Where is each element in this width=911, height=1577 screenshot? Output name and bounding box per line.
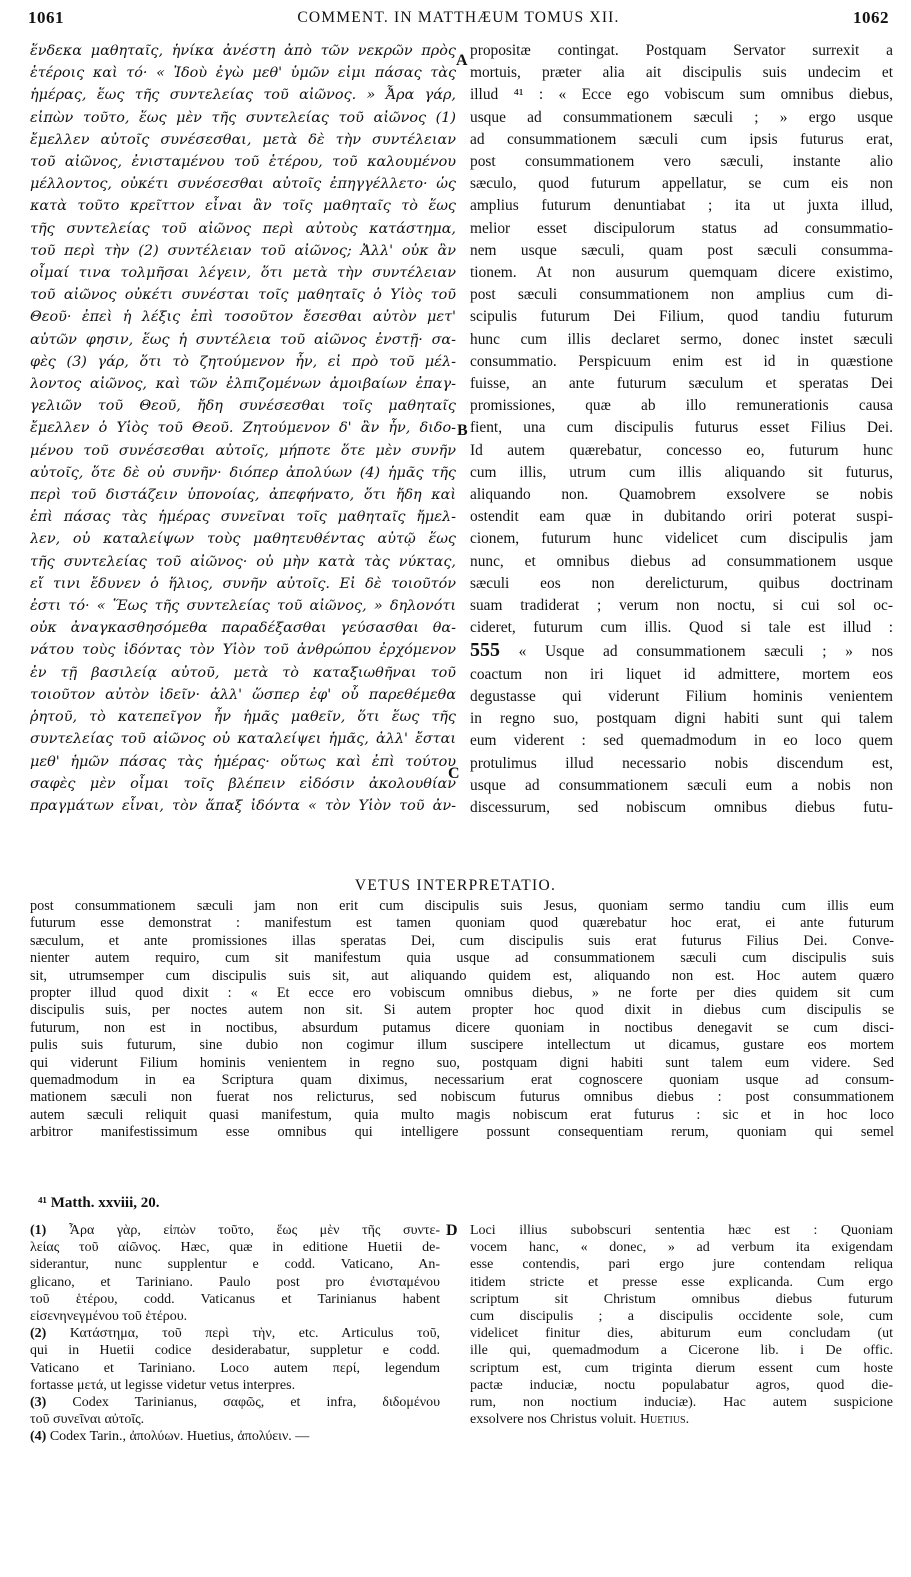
greek-line: ἔμελλεν ὁ Υἱὸς τοῦ Θεοῦ. Ζητούμενον δ' ἂν ἦν, διδο-: [30, 420, 456, 437]
greek-line: οἶμαί τινα τολμῆσαι λέγειν, ὅτι μετὰ τὴν συντέλειαν: [30, 265, 456, 282]
greek-line: συντελείας τοῦ αἰῶνος οὐ καταλείψει ἡμᾶς, ἀλλ' ἔσται: [30, 731, 456, 748]
greek-line: ῥητοῦ, τὸ κατεπεῖγον ἦν ἡμᾶς μαθεῖν, ὅτι ἕως τῆς: [30, 709, 456, 726]
latin-line: cum illis, utrum cum illis aliquando sit futurus,: [470, 463, 893, 481]
footnote-number: (3): [30, 1395, 47, 1411]
vetus-line: quemadmodum in ea Scriptura quam diximus, necessarium erat cognoscere quoniam usque ad consum-: [30, 1072, 894, 1089]
footnote-line: [30, 1394, 440, 1411]
latin-line: post consummationem vero sæculi, instante alio: [470, 153, 893, 171]
latin-line: ad consummationem sæculi cum ipsis futurus erat,: [470, 130, 893, 148]
greek-line: οὐκ ἀναγκασθησόμεθα παραδέξασθαι γεύσασθαι θα-: [30, 620, 456, 637]
greek-line: γελιῶν τοῦ Θεοῦ, ἤδη συνέσεσθαι τοῖς μαθηταῖς: [30, 398, 456, 415]
footnote-line: [30, 1239, 440, 1256]
footnote-line: [470, 1411, 893, 1428]
page-number-right: 1062: [853, 8, 889, 27]
latin-line: nunc, et omnibus diebus ad consummationem usque: [470, 552, 893, 570]
footnote-line: [470, 1325, 893, 1342]
footnote-line: [470, 1256, 893, 1273]
latin-line: eum viderent : sed quemadmodum in eo loco quem: [470, 732, 893, 750]
greek-line: λεν, οὐ καταλείψων τοὺς μαθητευθέντας αὐτῷ ἕως: [30, 531, 456, 548]
vetus-line: qui viderunt Filium hominis venientem in regno suo, postquam digni habiti sunt talem eum videre. Sed: [30, 1054, 894, 1071]
greek-line: πραγμάτων εἶναι, τὸν ἅπαξ ἰδόντα « τὸν Υἱὸν τοῦ ἀν-: [30, 797, 456, 814]
greek-line: αὐτοῖς, ὅτε δὲ οὐ συνῆν· διόπερ ἀπολύων (4) ἡμᾶς τῆς: [30, 464, 456, 481]
footnote-text: τοῦ συνεῖναι αὐτοῖς.: [30, 1412, 145, 1428]
latin-line: degustasse qui viderunt Filium hominis venientem: [470, 687, 893, 705]
latin-line: Id autem quærebatur, concesso eo, futurum hunc: [470, 441, 893, 459]
vetus-interpretatio-heading: VETUS INTERPRETATIO.: [354, 877, 557, 894]
footnote-text: Ἆρα γὰρ, εἰπὼν τοῦτο, ἕως μὲν τῆς συντε-: [68, 1223, 440, 1238]
latin-line: sæculo, quod futurum appellatur, se cum eis non: [470, 175, 893, 193]
greek-line: τοῦ αἰῶνος, ἐνισταμένου τοῦ ἑτέρου, τοῦ καλουμένου: [30, 154, 456, 171]
footnote-line: [30, 1360, 440, 1377]
greek-line: αὐτῶν φησιν, ἕως ἡ συντέλεια τοῦ αἰῶνος ἐνστῇ· σα-: [30, 331, 456, 348]
footnote-line: [30, 1377, 440, 1394]
footnote-text: Κατάστημα, τοῦ περὶ τὴν, etc. Articulus τοῦ,: [69, 1326, 440, 1342]
footnote-line: [30, 1411, 440, 1428]
latin-line: fient, una cum discipulis futurus esset Filius Dei.: [470, 419, 893, 437]
footnote-number: (1): [30, 1223, 47, 1238]
latin-line: cideret, futurum cum illis. Quod si tale est illud :: [470, 619, 893, 637]
latin-line: aliquando non. Quamobrem exsolvere se nobis: [470, 486, 893, 504]
greek-text-column: [30, 40, 456, 817]
latin-line: in regno suo, postquam digni habiti sunt qui talem: [470, 710, 893, 728]
footnote-text: siderantur, nunc supplentur e codd. Vaticano, An-: [30, 1257, 440, 1273]
section-marker-d: D: [446, 1222, 458, 1239]
footnote-text: rum, non noctium induciæ). Hac autem suspicione: [470, 1395, 893, 1411]
greek-line: λοντος αἰῶνος, καὶ τῶν ἐλπιζομένων ἀμοιβαίων ἐπαγ-: [30, 376, 456, 393]
footnote-line: [470, 1291, 893, 1308]
greek-line: ἑτέροις καὶ τό· « Ἰδοὺ ἐγὼ μεθ' ὑμῶν εἰμι πάσας τὰς: [30, 65, 456, 82]
greek-line: περὶ τοῦ διστάζειν ὑπονοίας, ἀπεφήνατο, ὅτι ἤδη καὶ: [30, 487, 456, 504]
footnote-line: [470, 1342, 893, 1359]
page-header: [28, 8, 889, 32]
greek-line: τῆς συντελείας τοῦ αἰῶνος· οὐ μὴν κατὰ τὰς νύκτας,: [30, 553, 456, 570]
vetus-line: arbitror manifestissimum esse omnibus qui intelligere possunt consequentiam rerum, quoniam qui semel: [30, 1124, 894, 1141]
footnote-text: Loci illius subobscuri sententia hæc est : Quoniam: [470, 1223, 893, 1238]
footnote-line: [30, 1256, 440, 1273]
greek-line: τοιοῦτον αὐτὸν ἰδεῖν· ἀλλ' ὥσπερ ἐφ' οὗ παρεθέμεθα: [30, 686, 456, 703]
footnote-text: pactæ induciæ, noctu populabatur agros, quod die-: [470, 1377, 893, 1393]
latin-line: scipulis futurum Dei Filium, quod tandiu futurum: [470, 308, 893, 326]
greek-line: σαφὲς μὲν οἶμαι τοῖς βλέπειν εἰδόσιν ἀκολουθίαν: [30, 775, 456, 792]
footnote-line: [30, 1308, 440, 1325]
footnote-text: scriptum est, cum triginta dierum essent cum hoste: [470, 1360, 893, 1376]
footnote-text: εἰσενηνεγμένου τοῦ ἑτέρου.: [30, 1309, 188, 1325]
footnote-line: [470, 1222, 893, 1239]
latin-line: tionem. At non ausurum quemquam dicere existimo,: [470, 264, 893, 282]
footnote-text: exsolvere nos Christus voluit.: [470, 1412, 637, 1428]
footnote-text: glicano, et Tariniano. Paulo post pro ἐνισταμένου: [30, 1274, 440, 1290]
vetus-line: post consummationem sæculi jam non erit cum discipulis suis Jesus, quoniam sermo tandiu cum illis eum: [30, 898, 894, 914]
latin-line: consummatio. Perspicuum enim est id in quæstione: [470, 352, 893, 370]
footnote-line: [30, 1274, 440, 1291]
latin-line: coactum non iri liquet id admittere, mortem eos: [470, 665, 893, 683]
latin-line: [470, 639, 893, 663]
greek-line: μεθ' ἡμῶν πάσας τὰς ἡμέρας· οὕτως καὶ ἐπὶ τούτου: [30, 753, 456, 770]
footnote-text: scriptum sit Christum omnibus diebus futurum: [470, 1291, 893, 1307]
footnote-line: [30, 1222, 440, 1239]
footnote-text: qui in Huetii codice desiderabatur, suppletur e codd.: [30, 1343, 440, 1359]
greek-line: Θεοῦ· ἐπεὶ ἡ λέξις ἐπὶ τοσοῦτον ἔσεσθαι αὐτὸν μετ': [30, 309, 456, 326]
latin-line: sæculi eos non derelicturum, quibus doctrinam: [470, 574, 893, 592]
latin-line: hunc cum illis declaret sermo, donec instet sæculi: [470, 330, 893, 348]
footnote-author: Huetius.: [639, 1412, 690, 1428]
footnote-number: (4): [30, 1429, 47, 1445]
footnote-number: (2): [30, 1326, 47, 1342]
footnote-line: [470, 1360, 893, 1377]
greek-line: ἡμέρας, ἕως τῆς συντελείας τοῦ αἰῶνος. » Ἆρα γάρ,: [30, 87, 456, 104]
footnotes-left: [30, 1222, 440, 1446]
greek-line: ἔμελλεν αὐτοῖς συνέσεσθαι, μετὰ δὲ τὴν συντέλειαν: [30, 131, 456, 148]
running-title: COMMENT. IN MATTHÆUM TOMUS XII.: [297, 9, 620, 26]
greek-line: τῆς συντελείας τοῦ αἰῶνος περὶ αὐτοὺς κατάστημα,: [30, 220, 456, 237]
footnote-text: ille qui, quemadmodum a Cicerone lib. i De offic.: [470, 1343, 893, 1359]
greek-line: μέλλοντος, οὐκέτι συνέσεσθαι αὐτοῖς ἐπηγγέλλετο· ὡς: [30, 176, 456, 193]
footnote-line: [470, 1377, 893, 1394]
latin-line: promissiones, quæ ab illo remunerationis causa: [470, 397, 893, 415]
latin-text-column: [470, 40, 893, 819]
vetus-interpretatio-text: [30, 898, 894, 1142]
latin-line: post sæculi consummationem non amplius cum di-: [470, 286, 893, 304]
footnote-text: esse contendis, pari ergo jure contendam reliqua: [470, 1257, 893, 1273]
footnote-line: [30, 1291, 440, 1308]
greek-line: τοῦ αἰῶνος οὐκέτι συνέσται τοῖς μαθηταῖς ὁ Υἱὸς τοῦ: [30, 287, 456, 304]
greek-line: κατὰ τοῦτο κρεῖττον εἶναι ἂν τοῖς μαθηταῖς τὸ ἕως: [30, 198, 456, 215]
footnote-text: itidem stricte et presse esse explicanda. Cum ergo: [470, 1274, 893, 1290]
page-number-left: 1061: [28, 8, 64, 27]
footnote-line: [30, 1428, 440, 1445]
greek-line: εἰπὼν τοῦτο, ἕως μὲν τῆς συντελείας τοῦ αἰῶνος (1): [30, 109, 456, 126]
vetus-line: mationem sæculi non fuerat nos relicturus, sed nobiscum futurus omnibus diebus : post consummationem: [30, 1089, 894, 1106]
latin-line: nem usque sæculi, quam post sæculi consumma-: [470, 241, 893, 259]
footnote-text: videlicet finitur dies, abiturum eum concludam (ut: [470, 1326, 893, 1342]
latin-line: discessurum, sed nobiscum omnibus diebus futu-: [470, 798, 893, 816]
vetus-line: propter illud quod dixit : « Et ecce ero vobiscum omnibus diebus, » ne forte per dies quidem sit cum: [30, 985, 894, 1002]
vetus-line: futurum, non est in noctibus, absurdum putamus dicere quoniam in noctibus denegavit se cum disci-: [30, 1019, 894, 1036]
greek-line: ἕνδεκα μαθηταῖς, ἡνίκα ἀνέστη ἀπὸ τῶν νεκρῶν πρὸς: [30, 43, 456, 59]
latin-line: amplius futurum denuntiabat ; ita ut juxta illud,: [470, 197, 893, 215]
footnote-text: Codex Tarin., ἀπολύων. Huetius, ἀπολύειν. —: [49, 1429, 310, 1445]
section-marker-a: A: [456, 52, 468, 69]
scripture-reference: ⁴¹ Matth. xxviii, 20.: [38, 1195, 160, 1211]
footnote-text: cum discipulis ; a discipulis occidente sole, cum: [470, 1309, 893, 1325]
footnote-line: [470, 1239, 893, 1256]
vetus-line: discipulis suis, per noctes autem non sit. Si autem propter hoc quod dixit in diebus cum discipulis se: [30, 1002, 894, 1019]
latin-line: ostendit eam quæ in dubitando oriri poterat suspi-: [470, 508, 893, 526]
latin-line: melior esset discipulorum status ad consummatio-: [470, 219, 893, 237]
latin-line: cionem, futurum hunc videlicet cum discipulis jam: [470, 530, 893, 548]
greek-line: εἴ τινι ἔδυνεν ὁ ἥλιος, συνῆν αὐτοῖς. Εἰ δὲ τοιοῦτόν: [30, 575, 456, 592]
footnote-text: Codex Tarinianus, σαφῶς, et infra, διδομένου: [72, 1395, 440, 1411]
footnote-line: [470, 1274, 893, 1291]
latin-line: illud ⁴¹ : « Ecce ego vobiscum sum omnibus diebus,: [470, 86, 893, 104]
latin-line: usque ad consummationem sæculi ; » ergo usque: [470, 108, 893, 126]
vetus-line: pulis suis futurum, sine dubio non cogimur illum suscipere intellectum ut dicamus, gustare eos mortem: [30, 1037, 894, 1054]
vetus-line: sit, utrumsemper cum discipulis suis sit, aut aliquando quidem est, aliquando non est. Hoc autem quæro: [30, 967, 894, 984]
footnote-text: fortasse μετά, ut legisse videtur vetus interpres.: [30, 1377, 296, 1393]
greek-line: τοῦ περὶ τὴν (2) συντέλειαν τοῦ αἰῶνος; Ἀλλ' οὐκ ἂν: [30, 242, 456, 259]
footnote-text: Vaticano et Tariniano. Loco autem περί, legendum: [30, 1360, 440, 1376]
footnote-line: [30, 1342, 440, 1359]
vetus-line: autem sæculi reliquit quasi manifestum, quia multo magis nobiscum erat futurus : sic et in hoc loco: [30, 1106, 894, 1123]
latin-line: protulimus illud necessario nobis discendum est,: [470, 754, 893, 772]
latin-line-text: « Usque ad consummationem sæculi ; » nos: [500, 643, 893, 661]
latin-line: suam tradiderat ; verum non noctu, si cui sol oc-: [470, 597, 893, 615]
greek-line: φὲς (3) γάρ, ὅτι τὸ ζητούμενον ἦν, εἰ πρὸ τοῦ μέλ-: [30, 353, 456, 370]
latin-line: usque ad consummationem sæculi eum a nobis non: [470, 776, 893, 794]
footnote-line: [30, 1325, 440, 1342]
greek-line: νάτου τοὺς ἰδόντας τὸν Υἱὸν τοῦ ἀνθρώπου ἐρχόμενον: [30, 642, 456, 659]
vetus-line: nienter autem requiro, cum sit manifestum quia usque ad consummationem sæculi cum discipulis suis: [30, 950, 894, 967]
section-marker-c: C: [448, 765, 460, 782]
greek-line: ἐν τῇ βασιλείᾳ αὐτοῦ, μετὰ τὸ καταξιωθῆναι τοῦ: [30, 664, 456, 681]
footnote-text: τοῦ ἑτέρου, codd. Vaticanus et Tarinianus habent: [30, 1291, 440, 1307]
latin-line: propositæ contingat. Postquam Servator surrexit a: [470, 42, 893, 59]
greek-line: μένου τοῦ συνέσεσθαι αὐτοῖς, μήποτε ὅτε μὲν συνῆν: [30, 442, 456, 459]
greek-line: ἐπὶ πάσας τὰς ἡμέρας συνεῖναι τοῖς μαθηταῖς ἤμελ-: [30, 509, 456, 526]
vetus-line: futurum esse demonstrat : manifestum est tamen quoniam quod quærebatur hoc erat, ei ante futurum: [30, 915, 894, 932]
column-number: 555: [470, 639, 500, 662]
footnote-line: [470, 1308, 893, 1325]
greek-line: ἐστι τό· « Ἕως τῆς συντελείας τοῦ αἰῶνος, » δηλονότι: [30, 598, 456, 615]
footnotes-right: [470, 1222, 893, 1428]
latin-line: fuisse, an ante futurum sæculum et speratas Dei: [470, 375, 893, 393]
footnote-text: λείας τοῦ αἰῶνος. Hæc, quæ in editione Huetii de-: [30, 1240, 440, 1256]
vetus-line: sæculum, et ante promissiones illas speratas Dei, cum discipulis suis erat futurus Filius Dei. Conve-: [30, 932, 894, 949]
section-marker-b: B: [457, 422, 468, 439]
footnote-line: [470, 1394, 893, 1411]
latin-line: mortuis, præter alia ait discipulis suis undecim et: [470, 64, 893, 82]
footnote-text: vocem hanc, « donec, » ad verbum ita exigendam: [470, 1240, 893, 1256]
